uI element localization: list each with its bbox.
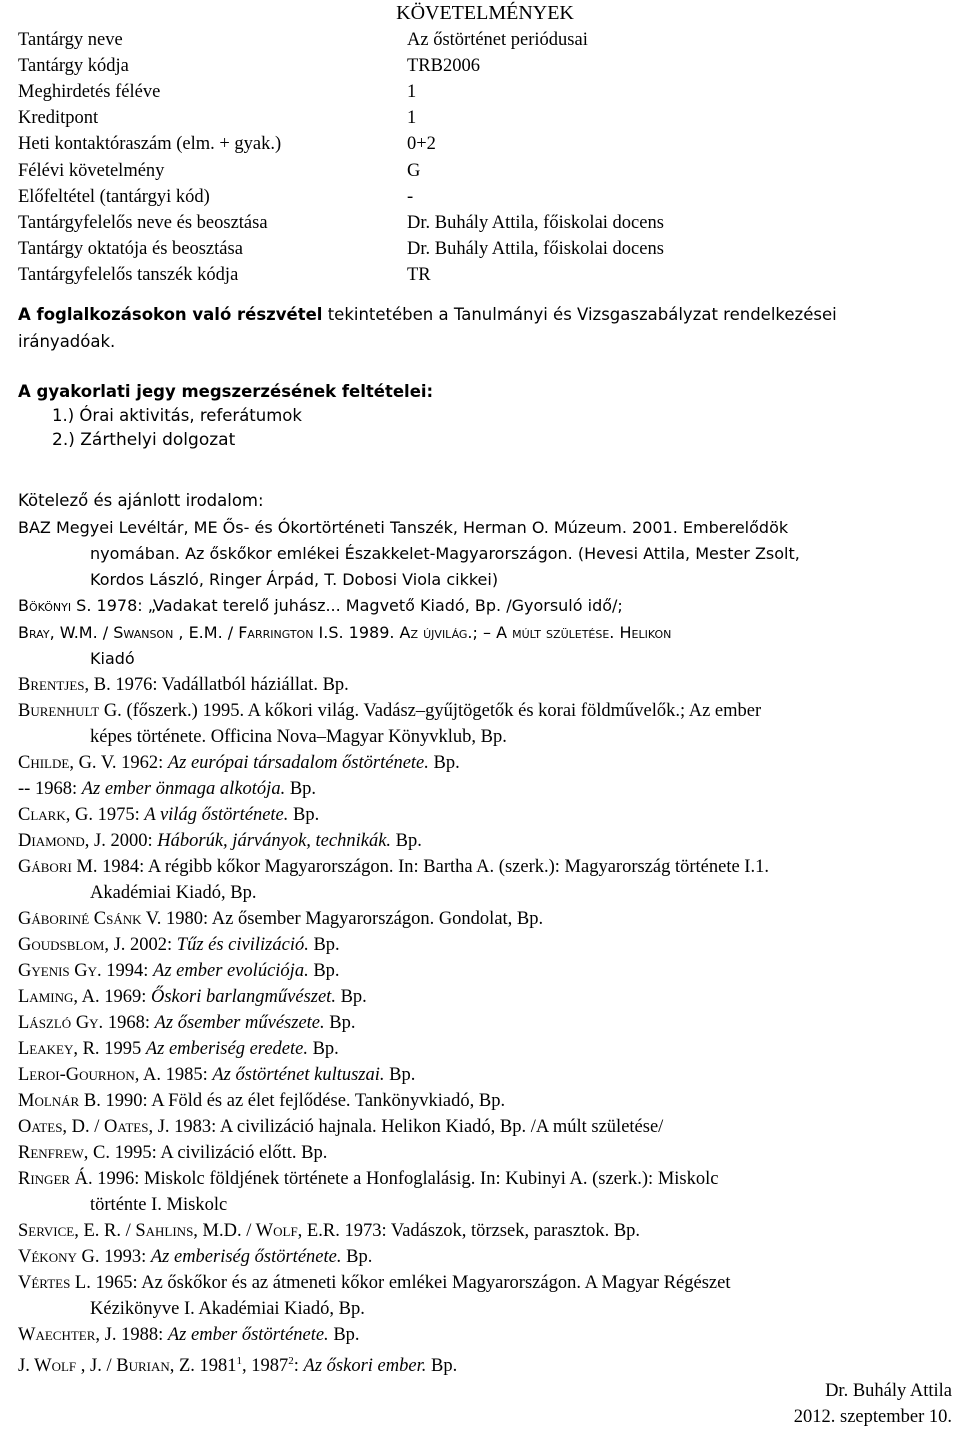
reference-title: Háborúk, járványok, technikák. bbox=[157, 831, 392, 851]
reference-author: Burenhult G. bbox=[18, 701, 122, 721]
reference-item: Gyenis Gy. 1994: Az ember evolúciója. Bp. bbox=[18, 961, 340, 981]
course-info-row bbox=[18, 158, 958, 184]
requirement-item: 1.) Órai aktivitás, referátumok bbox=[52, 406, 302, 425]
reference-title: Tűz és civilizáció. bbox=[176, 935, 309, 955]
reference-title: Őskori barlangművészet. bbox=[150, 987, 336, 1007]
reference-text: (főszerk.) 1995. A kőkori világ. Vadász–gyűjtögetők és korai földművelők.; Az ember bbox=[121, 701, 762, 721]
page-title: KÖVETELMÉNYEK bbox=[396, 2, 574, 24]
reference-item bbox=[18, 620, 952, 672]
course-info-row bbox=[18, 79, 958, 105]
reference-item: Vértes L. 1965: Az őskőkor és az átmeneti kőkor emlékei Magyarországon. A Magyar Régészet Kézikönyve I. Akadémiai Kiadó, Bp. bbox=[18, 1270, 952, 1322]
reference-item: Diamond, J. 2000: Háborúk, járványok, technikák. Bp. bbox=[18, 831, 422, 851]
course-info-table bbox=[18, 27, 958, 289]
reference-title: Az őstörténet kultuszai. bbox=[212, 1065, 385, 1085]
course-info-key: Félévi követelmény bbox=[18, 160, 165, 181]
reference-item: Childe, G. V. 1962: Az európai társadalom őstörténete. Bp. bbox=[18, 753, 460, 773]
course-info-value: 1 bbox=[407, 81, 417, 102]
reference-title: Az ősember művészete. bbox=[154, 1013, 325, 1033]
reference-item: Renfrew, C. 1995: A civilizáció előtt. Bp. bbox=[18, 1143, 328, 1163]
course-info-row bbox=[18, 210, 958, 236]
course-info-row bbox=[18, 27, 958, 53]
course-info-value: 0+2 bbox=[407, 134, 436, 155]
course-info-value: 1 bbox=[407, 108, 417, 129]
course-info-key: Tantárgy kódja bbox=[18, 55, 129, 76]
reference-item: Gábori M. 1984: A régibb kőkor Magyarországon. In: Bartha A. (szerk.): Magyarország története I.1. Akadémiai Kiadó, Bp. bbox=[18, 854, 952, 906]
course-info-row bbox=[18, 237, 958, 263]
course-info-key: Tantárgyfelelős tanszék kódja bbox=[18, 265, 239, 286]
reference-line: képes története. Officina Nova–Magyar Könyvklub, Bp. bbox=[90, 727, 507, 747]
reference-title: Az emberiség őstörténete. bbox=[150, 1247, 342, 1267]
reference-item: Oates, D. / Oates, J. 1983: A civilizáció hajnala. Helikon Kiadó, Bp. /A múlt születése/ bbox=[18, 1117, 664, 1137]
reference-item bbox=[18, 593, 952, 619]
reference-item: -- 1968: Az ember önmaga alkotója. Bp. bbox=[18, 779, 317, 799]
reference-item: Waechter, J. 1988: Az ember őstörténete. Bp. bbox=[18, 1325, 360, 1345]
course-info-value: TRB2006 bbox=[407, 55, 480, 76]
signature-name: Dr. Buhály Attila bbox=[825, 1381, 952, 1401]
reference-title: Az ember őstörténete. bbox=[167, 1325, 329, 1345]
reference-item: Clark, G. 1975: A világ őstörténete. Bp. bbox=[18, 805, 320, 825]
reference-line: Akadémiai Kiadó, Bp. bbox=[90, 883, 257, 903]
reference-title: A világ őstörténete. bbox=[144, 805, 289, 825]
reference-item: Vékony G. 1993: Az emberiség őstörténete. Bp. bbox=[18, 1247, 373, 1267]
reference-line: nyomában. Az őskőkor emlékei Északkelet-Magyarországon. (Hevesi Attila, Mester Zsolt, bbox=[90, 544, 800, 563]
reference-item: Leroi-Gourhon, A. 1985: Az őstörténet kultuszai. Bp. bbox=[18, 1065, 416, 1085]
reference-item bbox=[18, 672, 952, 698]
reference-line: Kézikönyve I. Akadémiai Kiadó, Bp. bbox=[90, 1299, 365, 1319]
course-info-value: - bbox=[407, 186, 414, 207]
reference-line: Bray, W.M. / Swanson , E.M. / Farrington I.S. 1989. Az újvilág.; – A múlt születése. Helikon bbox=[18, 623, 672, 642]
course-info-value: TR bbox=[407, 265, 431, 286]
reference-item: Laming, A. 1969: Őskori barlangművészet. Bp. bbox=[18, 987, 367, 1007]
reference-title: Az ember önmaga alkotója. bbox=[81, 779, 286, 799]
course-info-key: Tantárgy neve bbox=[18, 29, 123, 50]
reference-line: történte I. Miskolc bbox=[90, 1195, 228, 1215]
reference-item bbox=[18, 515, 952, 593]
reference-item: Molnár B. 1990: A Föld és az élet fejlődése. Tankönyvkiadó, Bp. bbox=[18, 1091, 506, 1111]
reference-title: Az őskori ember. bbox=[303, 1356, 427, 1377]
attendance-paragraph bbox=[18, 301, 952, 355]
reference-item: Leakey, R. 1995 Az emberiség eredete. Bp. bbox=[18, 1039, 339, 1059]
reference-title: Az európai társadalom őstörténete. bbox=[167, 753, 429, 773]
course-info-value: Az őstörténet periódusai bbox=[407, 29, 588, 50]
course-info-row bbox=[18, 184, 958, 210]
reference-item: László Gy. 1968: Az ősember művészete. Bp. bbox=[18, 1013, 356, 1033]
attendance-line2: irányadóak. bbox=[18, 332, 116, 351]
reference-text: 1976: Vadállatból háziállat. Bp. bbox=[110, 675, 349, 695]
reference-author: Brentjes, B. bbox=[18, 675, 111, 695]
reference-line: Kordos László, Ringer Árpád, T. Dobosi Viola cikkei) bbox=[90, 570, 499, 589]
reference-title: Az ember evolúciója. bbox=[153, 961, 309, 981]
reference-line: BAZ Megyei Levéltár, ME Ős- és Ókortörténeti Tanszék, Herman O. Múzeum. 2001. Emberelődök bbox=[18, 518, 789, 537]
reference-item bbox=[18, 698, 952, 750]
course-info-key: Meghirdetés féléve bbox=[18, 81, 161, 102]
reference-author: Bökönyi S. bbox=[18, 596, 92, 615]
requirements-section bbox=[18, 380, 952, 452]
reference-title: Az emberiség eredete. bbox=[145, 1039, 308, 1059]
reference-item: Ringer Á. 1996: Miskolc földjének története a Honfoglalásig. In: Kubinyi A. (szerk.): Miskolc történte I. Miskolc bbox=[18, 1166, 952, 1218]
signature-date: 2012. szeptember 10. bbox=[793, 1407, 952, 1427]
course-info-row bbox=[18, 132, 958, 158]
course-info-key: Kreditpont bbox=[18, 108, 99, 129]
reference-item: Gáboriné Csánk V. 1980: Az ősember Magyarországon. Gondolat, Bp. bbox=[18, 909, 544, 929]
course-info-value: Dr. Buhály Attila, főiskolai docens bbox=[407, 239, 664, 260]
course-info-row bbox=[18, 106, 958, 132]
course-info-key: Előfeltétel (tantárgyi kód) bbox=[18, 186, 210, 207]
reference-text: 1978: „Vadakat terelő juhász... Magvető Kiadó, Bp. /Gyorsuló idő/; bbox=[91, 596, 623, 615]
course-info-key: Tantárgyfelelős neve és beosztása bbox=[18, 212, 268, 233]
literature-heading: Kötelező és ajánlott irodalom: bbox=[18, 491, 264, 510]
attendance-rest: tekintetében a Tanulmányi és Vizsgaszabályzat rendelkezései bbox=[322, 305, 837, 324]
reference-line: Kiadó bbox=[90, 649, 135, 668]
course-info-row bbox=[18, 53, 958, 79]
reference-item: Service, E. R. / Sahlins, M.D. / Wolf, E.R. 1973: Vadászok, törzsek, parasztok. Bp. bbox=[18, 1221, 641, 1241]
reference-item: Goudsblom, J. 2002: Tűz és civilizáció. Bp. bbox=[18, 935, 340, 955]
requirements-heading: A gyakorlati jegy megszerzésének feltételei: bbox=[18, 382, 434, 401]
attendance-bold: A foglalkozásokon való részvétel bbox=[18, 305, 323, 324]
requirement-item: 2.) Zárthelyi dolgozat bbox=[52, 430, 236, 450]
reference-item: J. Wolf , J. / Burian, Z. 1981$^1$, 1987$^2$: Az őskori ember. Bp. bbox=[18, 1355, 458, 1377]
course-info-key: Heti kontaktóraszám (elm. + gyak.) bbox=[18, 134, 282, 155]
course-info-row bbox=[18, 263, 958, 289]
course-info-value: Dr. Buhály Attila, főiskolai docens bbox=[407, 212, 664, 233]
course-info-value: G bbox=[407, 160, 421, 181]
course-info-key: Tantárgy oktatója és beosztása bbox=[18, 239, 243, 260]
